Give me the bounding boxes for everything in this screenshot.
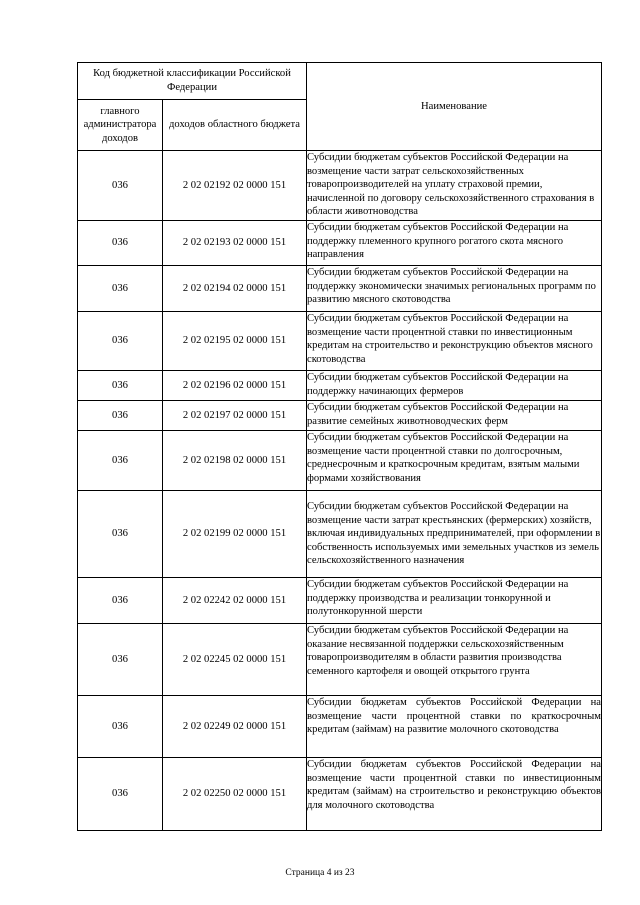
admin-code-cell: 036 [78,624,163,696]
income-code-cell: 2 02 02192 02 0000 151 [163,151,307,221]
table-row [78,578,602,624]
name-cell: Субсидии бюджетам субъектов Российской Федерации на поддержку экономически значимых региональных программ по развитию мясного скотоводства [307,266,602,312]
admin-code-cell: 036 [78,312,163,371]
admin-code-cell: 036 [78,491,163,578]
table-row [78,624,602,696]
income-code-cell: 2 02 02197 02 0000 151 [163,401,307,431]
income-code-cell: 2 02 02199 02 0000 151 [163,491,307,578]
name-cell: Субсидии бюджетам субъектов Российской Федерации на возмещение части процентной ставки по краткосрочным кредитам (займам) на развитие молочного скотоводства [307,696,602,758]
name-cell: Субсидии бюджетам субъектов Российской Федерации на оказание несвязанной поддержки сельскохозяйственным товаропроизводителям в области развития производства семенного картофеля и овощей открытого грунта [307,624,602,696]
header-admin: главного администратора доходов [78,100,163,151]
admin-code-cell: 036 [78,221,163,266]
name-cell: Субсидии бюджетам субъектов Российской Федерации на возмещение части процентной ставки по инвестиционным кредитам (займам) на строительство и реконструкцию объектов для молочного скотоводства [307,758,602,831]
table-row [78,758,602,831]
table-row [78,151,602,221]
admin-code-cell: 036 [78,151,163,221]
name-cell: Субсидии бюджетам субъектов Российской Федерации на возмещение части процентной ставки по инвестиционным кредитам на строительство и реконструкцию объектов мясного скотоводства [307,312,602,371]
name-cell: Субсидии бюджетам субъектов Российской Федерации на поддержку племенного крупного рогатого скота мясного направления [307,221,602,266]
name-cell: Субсидии бюджетам субъектов Российской Федерации на поддержку начинающих фермеров [307,371,602,401]
table-row [78,696,602,758]
page-number: Страница 4 из 23 [285,868,355,878]
income-code-cell: 2 02 02198 02 0000 151 [163,431,307,491]
admin-code-cell: 036 [78,431,163,491]
header-name: Наименование [307,63,602,151]
income-code-cell: 2 02 02195 02 0000 151 [163,312,307,371]
income-code-cell: 2 02 02242 02 0000 151 [163,578,307,624]
table-row [78,401,602,431]
header-income: доходов областного бюджета [163,100,307,151]
income-code-cell: 2 02 02196 02 0000 151 [163,371,307,401]
name-cell: Субсидии бюджетам субъектов Российской Федерации на возмещение части процентной ставки по долгосрочным, среднесрочным и краткосрочным кредитам, взятым малыми формами хозяйствования [307,431,602,491]
name-cell: Субсидии бюджетам субъектов Российской Федерации на возмещение части затрат крестьянских (фермерских) хозяйств, включая индивидуальных предпринимателей, при оформлении в собственность используемых ими земельных участков из земель сельскохозяйственного назначения [307,491,602,578]
table-row [78,221,602,266]
income-code-cell: 2 02 02194 02 0000 151 [163,266,307,312]
income-code-cell: 2 02 02249 02 0000 151 [163,696,307,758]
name-cell: Субсидии бюджетам субъектов Российской Федерации на поддержку производства и реализации тонкорунной и полутонкорунной шерсти [307,578,602,624]
table-row [78,431,602,491]
header-code-group: Код бюджетной классификации Российской Федерации [78,63,307,100]
budget-classification-table [77,62,602,831]
admin-code-cell: 036 [78,578,163,624]
income-code-cell: 2 02 02245 02 0000 151 [163,624,307,696]
admin-code-cell: 036 [78,266,163,312]
income-code-cell: 2 02 02250 02 0000 151 [163,758,307,831]
table-row [78,312,602,371]
name-cell: Субсидии бюджетам субъектов Российской Федерации на возмещение части затрат сельскохозяйственных товаропроизводителей на уплату страховой премии, начисленной по договору сельскохозяйственного страхования в области животноводства [307,151,602,221]
admin-code-cell: 036 [78,371,163,401]
table-row [78,266,602,312]
income-code-cell: 2 02 02193 02 0000 151 [163,221,307,266]
table-row [78,491,602,578]
admin-code-cell: 036 [78,696,163,758]
name-cell: Субсидии бюджетам субъектов Российской Федерации на развитие семейных животноводческих ферм [307,401,602,431]
admin-code-cell: 036 [78,401,163,431]
table-row [78,371,602,401]
admin-code-cell: 036 [78,758,163,831]
